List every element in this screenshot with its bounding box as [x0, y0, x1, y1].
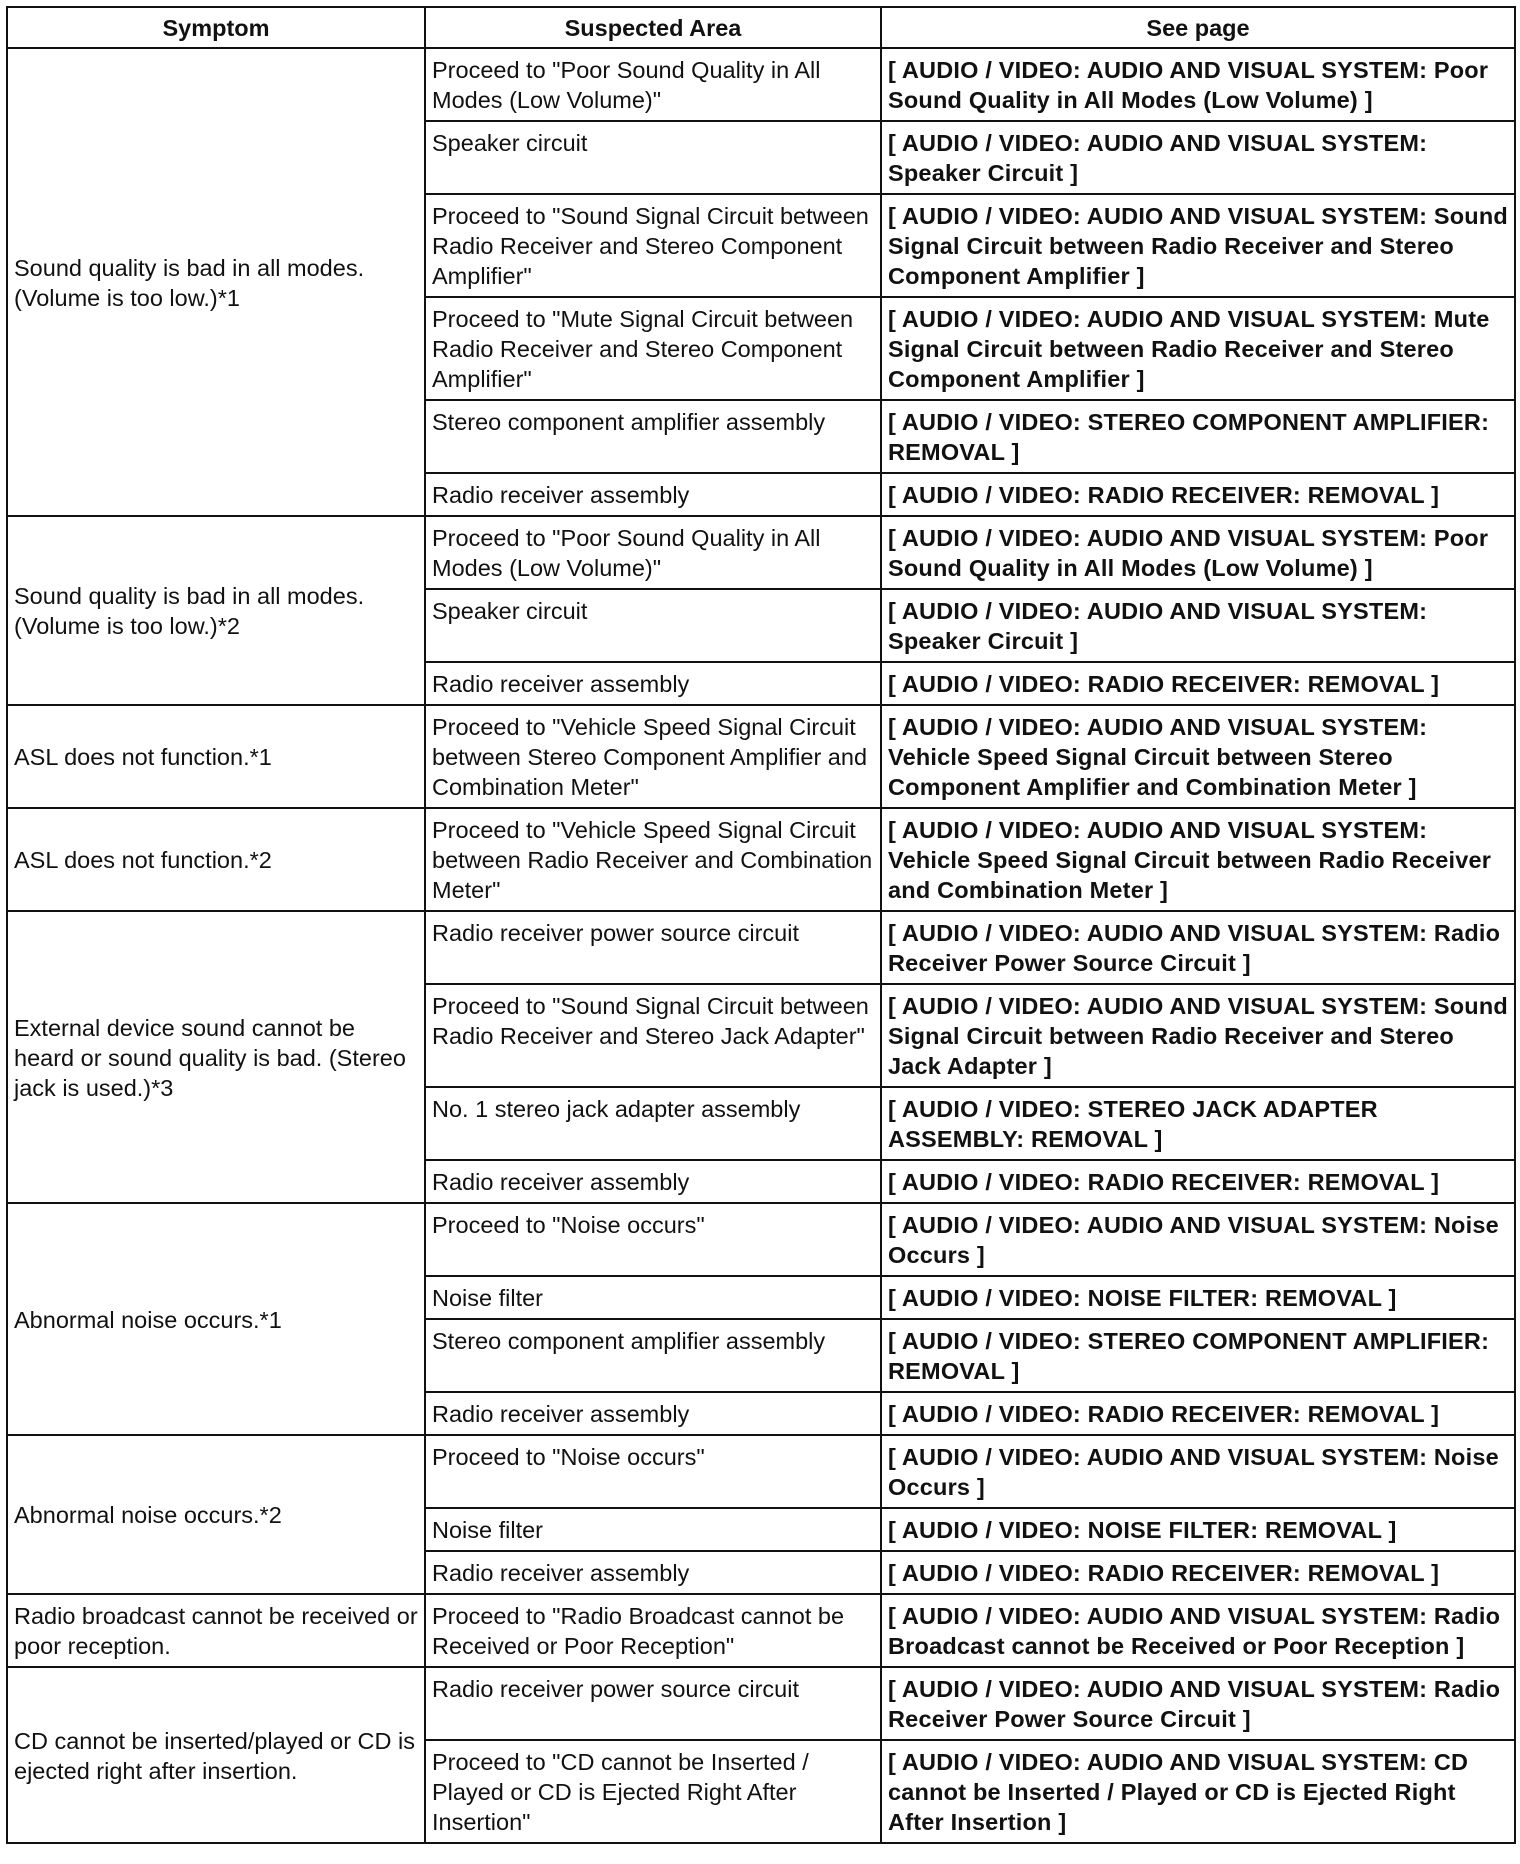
suspected-area-cell: Noise filter [425, 1508, 881, 1551]
table-row [7, 516, 1515, 589]
see-page-link[interactable]: [ AUDIO / VIDEO: AUDIO AND VISUAL SYSTEM: Sound Signal Circuit between Radio Receiver and Stereo Component Amplifier ] [881, 194, 1515, 297]
suspected-area-cell: Proceed to "Sound Signal Circuit between Radio Receiver and Stereo Jack Adapter" [425, 984, 881, 1087]
suspected-area-cell: Proceed to "Radio Broadcast cannot be Received or Poor Reception" [425, 1594, 881, 1667]
suspected-area-cell: Proceed to "Mute Signal Circuit between Radio Receiver and Stereo Component Amplifier" [425, 297, 881, 400]
see-page-link[interactable]: [ AUDIO / VIDEO: AUDIO AND VISUAL SYSTEM: Radio Receiver Power Source Circuit ] [881, 1667, 1515, 1740]
see-page-link[interactable]: [ AUDIO / VIDEO: AUDIO AND VISUAL SYSTEM: Poor Sound Quality in All Modes (Low Volume) ] [881, 48, 1515, 121]
see-page-link[interactable]: [ AUDIO / VIDEO: AUDIO AND VISUAL SYSTEM: Noise Occurs ] [881, 1203, 1515, 1276]
see-page-link[interactable]: [ AUDIO / VIDEO: RADIO RECEIVER: REMOVAL ] [881, 1551, 1515, 1594]
suspected-area-cell: Proceed to "Vehicle Speed Signal Circuit between Radio Receiver and Combination Meter" [425, 808, 881, 911]
suspected-area-cell: Noise filter [425, 1276, 881, 1319]
suspected-area-cell: Proceed to "Noise occurs" [425, 1435, 881, 1508]
suspected-area-cell: Proceed to "Sound Signal Circuit between Radio Receiver and Stereo Component Amplifier" [425, 194, 881, 297]
suspected-area-cell: Radio receiver assembly [425, 1392, 881, 1435]
see-page-link[interactable]: [ AUDIO / VIDEO: AUDIO AND VISUAL SYSTEM: Noise Occurs ] [881, 1435, 1515, 1508]
see-page-link[interactable]: [ AUDIO / VIDEO: AUDIO AND VISUAL SYSTEM: Radio Receiver Power Source Circuit ] [881, 911, 1515, 984]
table-row [7, 911, 1515, 984]
see-page-link[interactable]: [ AUDIO / VIDEO: RADIO RECEIVER: REMOVAL ] [881, 473, 1515, 516]
suspected-area-cell: Radio receiver power source circuit [425, 1667, 881, 1740]
symptom-cell: Abnormal noise occurs.*2 [7, 1435, 425, 1594]
see-page-link[interactable]: [ AUDIO / VIDEO: RADIO RECEIVER: REMOVAL ] [881, 662, 1515, 705]
table-row [7, 1594, 1515, 1667]
suspected-area-cell: Speaker circuit [425, 121, 881, 194]
symptom-cell: CD cannot be inserted/played or CD is ejected right after insertion. [7, 1667, 425, 1843]
table-row [7, 1435, 1515, 1508]
see-page-link[interactable]: [ AUDIO / VIDEO: STEREO JACK ADAPTER ASSEMBLY: REMOVAL ] [881, 1087, 1515, 1160]
table-row [7, 48, 1515, 121]
suspected-area-cell: Radio receiver assembly [425, 1160, 881, 1203]
see-page-link[interactable]: [ AUDIO / VIDEO: AUDIO AND VISUAL SYSTEM: Mute Signal Circuit between Radio Receiver and Stereo Component Amplifier ] [881, 297, 1515, 400]
see-page-link[interactable]: [ AUDIO / VIDEO: STEREO COMPONENT AMPLIFIER: REMOVAL ] [881, 400, 1515, 473]
see-page-link[interactable]: [ AUDIO / VIDEO: AUDIO AND VISUAL SYSTEM: Vehicle Speed Signal Circuit between Radio Receiver and Combination Meter ] [881, 808, 1515, 911]
suspected-area-cell: No. 1 stereo jack adapter assembly [425, 1087, 881, 1160]
see-page-link[interactable]: [ AUDIO / VIDEO: AUDIO AND VISUAL SYSTEM: Poor Sound Quality in All Modes (Low Volume) ] [881, 516, 1515, 589]
suspected-area-cell: Speaker circuit [425, 589, 881, 662]
see-page-link[interactable]: [ AUDIO / VIDEO: STEREO COMPONENT AMPLIFIER: REMOVAL ] [881, 1319, 1515, 1392]
table-row [7, 1667, 1515, 1740]
suspected-area-cell: Radio receiver assembly [425, 1551, 881, 1594]
see-page-link[interactable]: [ AUDIO / VIDEO: AUDIO AND VISUAL SYSTEM: Speaker Circuit ] [881, 121, 1515, 194]
table-row [7, 705, 1515, 808]
symptom-cell: ASL does not function.*2 [7, 808, 425, 911]
suspected-area-cell: Proceed to "Poor Sound Quality in All Modes (Low Volume)" [425, 516, 881, 589]
see-page-link[interactable]: [ AUDIO / VIDEO: NOISE FILTER: REMOVAL ] [881, 1276, 1515, 1319]
see-page-link[interactable]: [ AUDIO / VIDEO: AUDIO AND VISUAL SYSTEM: Speaker Circuit ] [881, 589, 1515, 662]
see-page-link[interactable]: [ AUDIO / VIDEO: AUDIO AND VISUAL SYSTEM: Sound Signal Circuit between Radio Receiver and Stereo Jack Adapter ] [881, 984, 1515, 1087]
symptom-cell: Abnormal noise occurs.*1 [7, 1203, 425, 1435]
table-row [7, 808, 1515, 911]
suspected-area-cell: Radio receiver assembly [425, 662, 881, 705]
suspected-area-cell: Proceed to "Vehicle Speed Signal Circuit between Stereo Component Amplifier and Combination Meter" [425, 705, 881, 808]
see-page-link[interactable]: [ AUDIO / VIDEO: RADIO RECEIVER: REMOVAL ] [881, 1392, 1515, 1435]
symptom-cell: External device sound cannot be heard or sound quality is bad. (Stereo jack is used.)*3 [7, 911, 425, 1203]
symptom-cell: Sound quality is bad in all modes. (Volume is too low.)*2 [7, 516, 425, 705]
see-page-link[interactable]: [ AUDIO / VIDEO: AUDIO AND VISUAL SYSTEM: Radio Broadcast cannot be Received or Poor Reception ] [881, 1594, 1515, 1667]
symptom-cell: ASL does not function.*1 [7, 705, 425, 808]
header-symptom: Symptom [7, 7, 425, 48]
header-see-page: See page [881, 7, 1515, 48]
symptom-cell: Sound quality is bad in all modes. (Volume is too low.)*1 [7, 48, 425, 516]
suspected-area-cell: Proceed to "CD cannot be Inserted / Played or CD is Ejected Right After Insertion" [425, 1740, 881, 1843]
header-suspected-area: Suspected Area [425, 7, 881, 48]
suspected-area-cell: Stereo component amplifier assembly [425, 400, 881, 473]
symptom-cell: Radio broadcast cannot be received or poor reception. [7, 1594, 425, 1667]
suspected-area-cell: Proceed to "Poor Sound Quality in All Modes (Low Volume)" [425, 48, 881, 121]
suspected-area-cell: Proceed to "Noise occurs" [425, 1203, 881, 1276]
suspected-area-cell: Radio receiver assembly [425, 473, 881, 516]
see-page-link[interactable]: [ AUDIO / VIDEO: NOISE FILTER: REMOVAL ] [881, 1508, 1515, 1551]
table-body [7, 48, 1515, 1843]
suspected-area-cell: Radio receiver power source circuit [425, 911, 881, 984]
table-row [7, 1203, 1515, 1276]
suspected-area-cell: Stereo component amplifier assembly [425, 1319, 881, 1392]
see-page-link[interactable]: [ AUDIO / VIDEO: AUDIO AND VISUAL SYSTEM: CD cannot be Inserted / Played or CD is Ejected Right After Insertion ] [881, 1740, 1515, 1843]
see-page-link[interactable]: [ AUDIO / VIDEO: AUDIO AND VISUAL SYSTEM: Vehicle Speed Signal Circuit between Stereo Component Amplifier and Combination Meter ] [881, 705, 1515, 808]
see-page-link[interactable]: [ AUDIO / VIDEO: RADIO RECEIVER: REMOVAL ] [881, 1160, 1515, 1203]
header-row [7, 7, 1515, 48]
troubleshooting-table [6, 6, 1516, 1844]
